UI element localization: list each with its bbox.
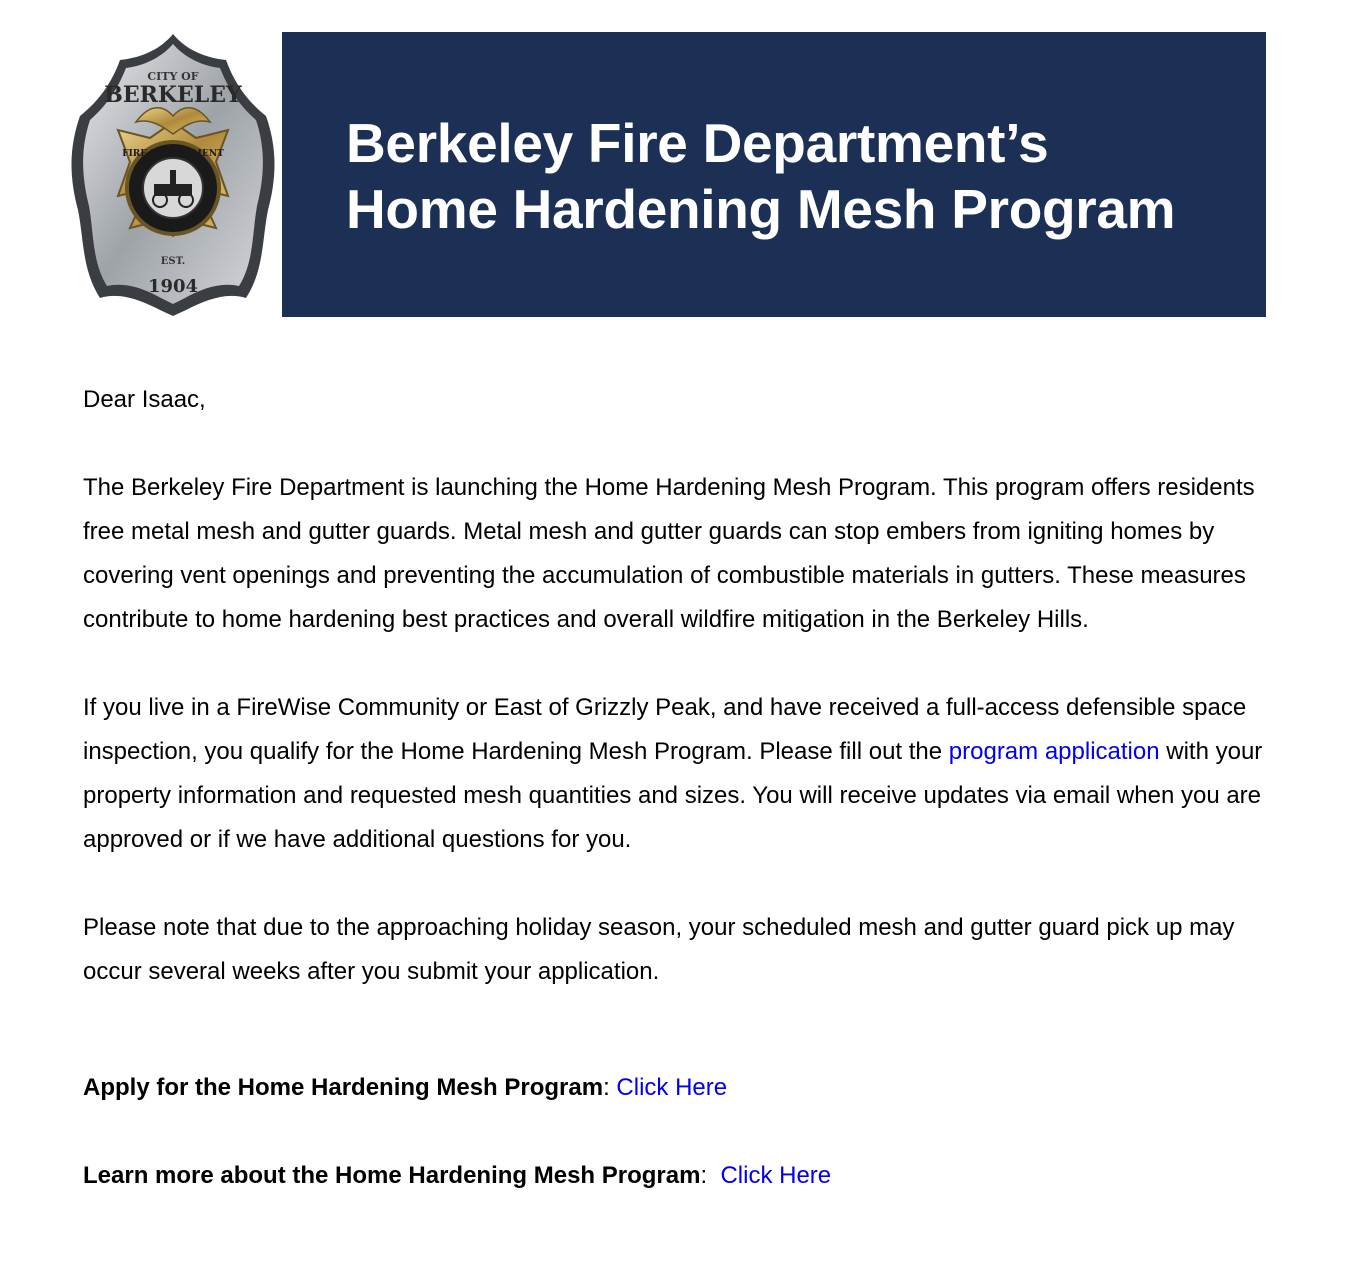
apply-click-here-link[interactable]: Click Here: [616, 1074, 728, 1101]
apply-cta-line: [83, 1066, 1273, 1110]
fire-department-badge-icon: [66, 30, 280, 318]
title-banner: [282, 32, 1266, 317]
paragraph-eligibility: [83, 686, 1273, 862]
learn-more-cta-label: Learn more about the Home Hardening Mesh Program: [83, 1162, 701, 1189]
badge-city-text: BERKELEY: [104, 82, 242, 108]
badge-ribbon-text: FIRE DEPARTMENT: [122, 149, 224, 159]
greeting: Dear Isaac,: [83, 386, 206, 413]
banner-title-line-1: Berkeley Fire Department’s: [346, 112, 1049, 174]
apply-cta-separator: :: [603, 1074, 617, 1101]
banner-title-line-2: Home Hardening Mesh Program: [346, 178, 1176, 240]
badge-city-of-text: CITY OF: [147, 70, 199, 83]
badge-est-text: EST.: [160, 256, 186, 267]
email-header: [66, 30, 1266, 318]
apply-cta-label: Apply for the Home Hardening Mesh Program: [83, 1074, 604, 1101]
learn-more-click-here-link[interactable]: Click Here: [720, 1162, 832, 1189]
learn-more-cta-line: [83, 1154, 1273, 1198]
eligibility-text-before: If you live in a FireWise Community or East of Grizzly Peak, and have received a full-access defensible space inspection, you qualify for the Home Hardening Mesh Program. Please fill out the: [83, 694, 1247, 765]
paragraph-holiday-note: Please note that due to the approaching holiday season, your scheduled mesh and gutter guard pick up may occur several weeks after you submit your application.: [83, 914, 1235, 985]
banner-title: [346, 110, 1175, 242]
paragraph-intro: The Berkeley Fire Department is launching the Home Hardening Mesh Program. This program offers residents free metal mesh and gutter guards. Metal mesh and gutter guards can stop embers from igniting homes by covering vent openings and preventing the accumulation of combustible materials in gutters. These measures contribute to home hardening best practices and overall wildfire mitigation in the Berkeley Hills.: [83, 474, 1255, 633]
badge-year-text: 1904: [147, 276, 199, 297]
program-application-link[interactable]: program application: [948, 738, 1160, 765]
eligibility-text-after: with your property information and requested mesh quantities and sizes. You will receive updates via email when you are approved or if we have additional questions for you.: [83, 738, 1263, 853]
email-body: [83, 378, 1273, 1242]
learn-more-cta-separator: :: [700, 1162, 721, 1189]
